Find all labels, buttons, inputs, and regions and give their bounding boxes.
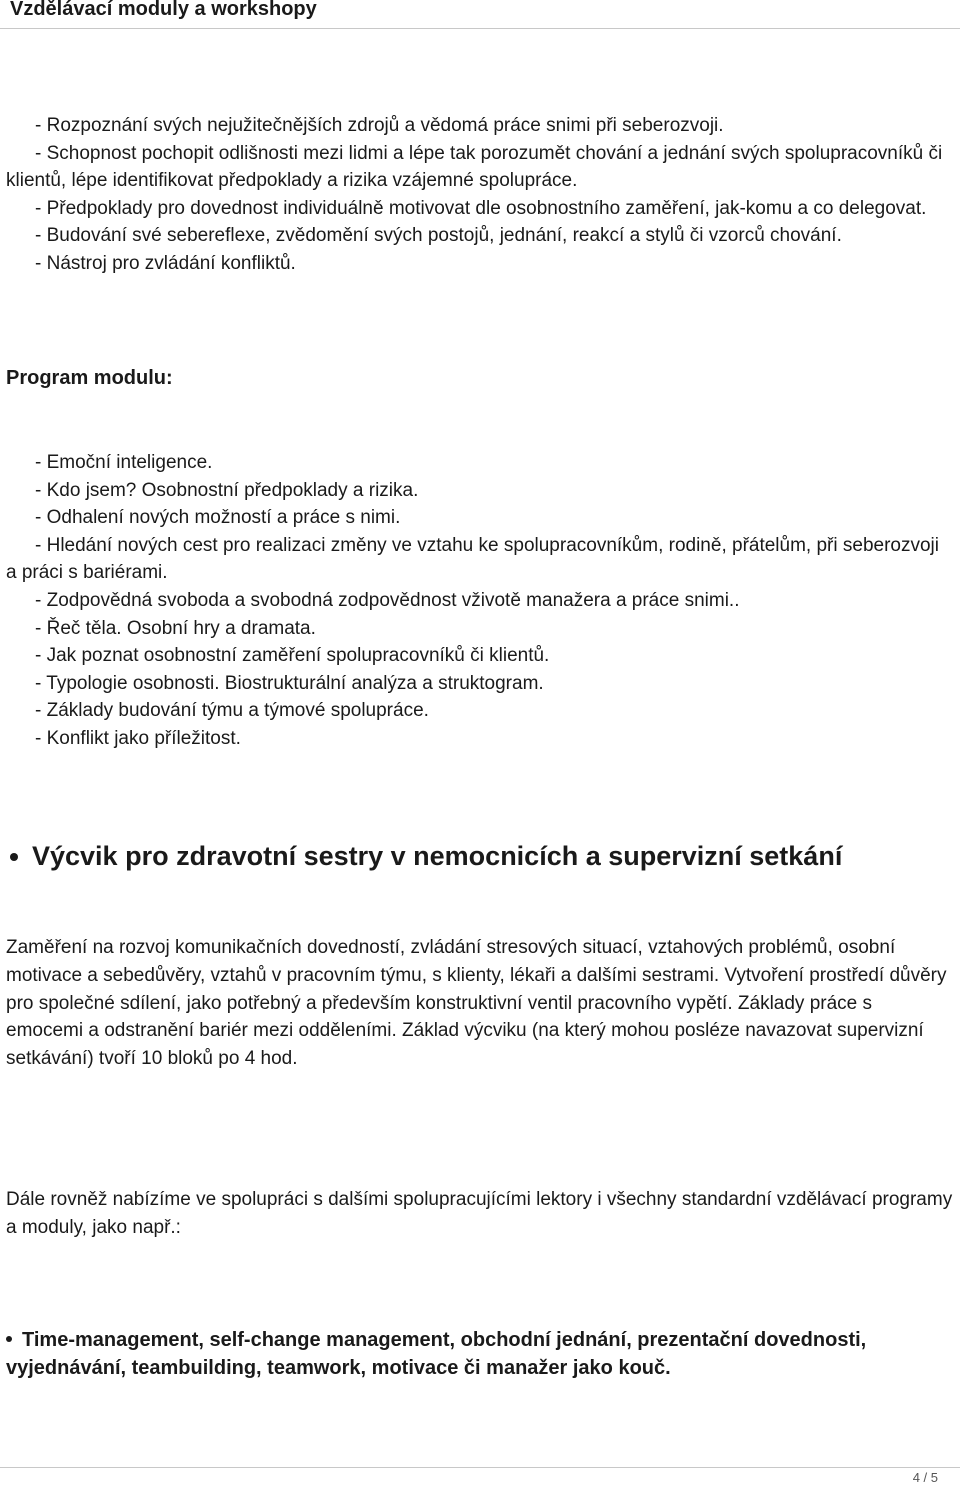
bullet-icon [6,1336,12,1342]
training-description-text: Zaměření na rozvoj komunikačních dovedností, zvládání stresových situací, vztahových problémů, osobní motivace a sebedůvěry, vztahů v pracovním týmu, s klienty, lékaři a dalšími sestrami. Vytvoření prostředí důvěry pro společné sdílení, jako potřebný a především konstruktivní ventil pracovního vypětí. Základy práce s emocemi a odstranění bariér mezi odděleními. Základ výcviku (na který mohou posléze navazovat supervizní setkávání) tvoří 10 bloků po 4 hod. [6,937,947,1070]
program-list-item: - Zodpovědná svoboda a svobodná zodpovědnost vživotě manažera a práce snimi.. [35,589,740,611]
program-list-item: - Emoční inteligence. [35,452,213,473]
offer-bold-list [6,1326,954,1382]
program-list-item: - Řeč těla. Osobní hry a dramata. [35,617,316,639]
offer-bold-item [6,1326,954,1382]
program-list-item: - Základy budování týmu a týmové spolupráce. [35,700,429,722]
intro-list-item: - Rozpoznání svých nejužitečnějších zdrojů a vědomá práce snimi při seberozvoji. [35,115,724,136]
intro-list-item: - Nástroj pro zvládání konfliktů. [35,252,296,274]
training-heading: Výcvik pro zdravotní sestry v nemocnicích a supervizní setkání [32,841,843,871]
offer-intro [6,1186,954,1242]
intro-list [6,112,954,278]
bullet-icon [10,853,18,861]
offer-intro-text: Dále rovněž nabízíme ve spolupráci s dalšími spolupracujícími lektory i všechny standardní vzdělávací programy a moduly, jako např.: [6,1189,953,1238]
training-section-heading [10,841,950,872]
page-title: Vzdělávací moduly a workshopy [10,0,317,20]
page-header [0,0,960,30]
page-number: 4 / 5 [912,1470,938,1485]
intro-list-item: - Schopnost pochopit odlišnosti mezi lidmi a lépe tak porozumět chování a jednání svých spolupracovníků či klientů, lépe identifikovat předpoklady a rizika vzájemné spolupráce. [6,142,943,192]
footer-divider [0,1467,960,1468]
program-list-item: - Kdo jsem? Osobnostní předpoklady a rizika. [35,479,419,501]
program-list [6,449,954,753]
intro-list-item: - Budování své sebereflexe, zvědomění svých postojů, jednání, reakcí a stylů či vzorců chování. [35,225,842,247]
program-heading: Program modulu: [6,367,173,389]
program-list-item: - Jak poznat osobnostní zaměření spolupracovníků či klientů. [35,645,550,667]
program-list-item: - Typologie osobnosti. Biostrukturální analýza a struktogram. [35,672,544,694]
offer-bold-item-text: Time-management, self-change management, obchodní jednání, prezentační dovednosti, vyjednávání, teambuilding, teamwork, motivace či manažer jako kouč. [6,1329,867,1379]
program-list-item: - Konflikt jako příležitost. [35,727,241,749]
header-divider [0,28,960,29]
intro-list-item: - Předpoklady pro dovednost individuálně motivovat dle osobnostního zaměření, jak-komu a co delegovat. [35,197,927,219]
program-list-item: - Odhalení nových možností a práce s nimi. [35,507,401,529]
training-description [6,934,954,1073]
program-list-item: - Hledání nových cest pro realizaci změny ve vztahu ke spolupracovníkům, rodině, přátelům, při seberozvoji a práci s bariérami. [6,534,939,584]
